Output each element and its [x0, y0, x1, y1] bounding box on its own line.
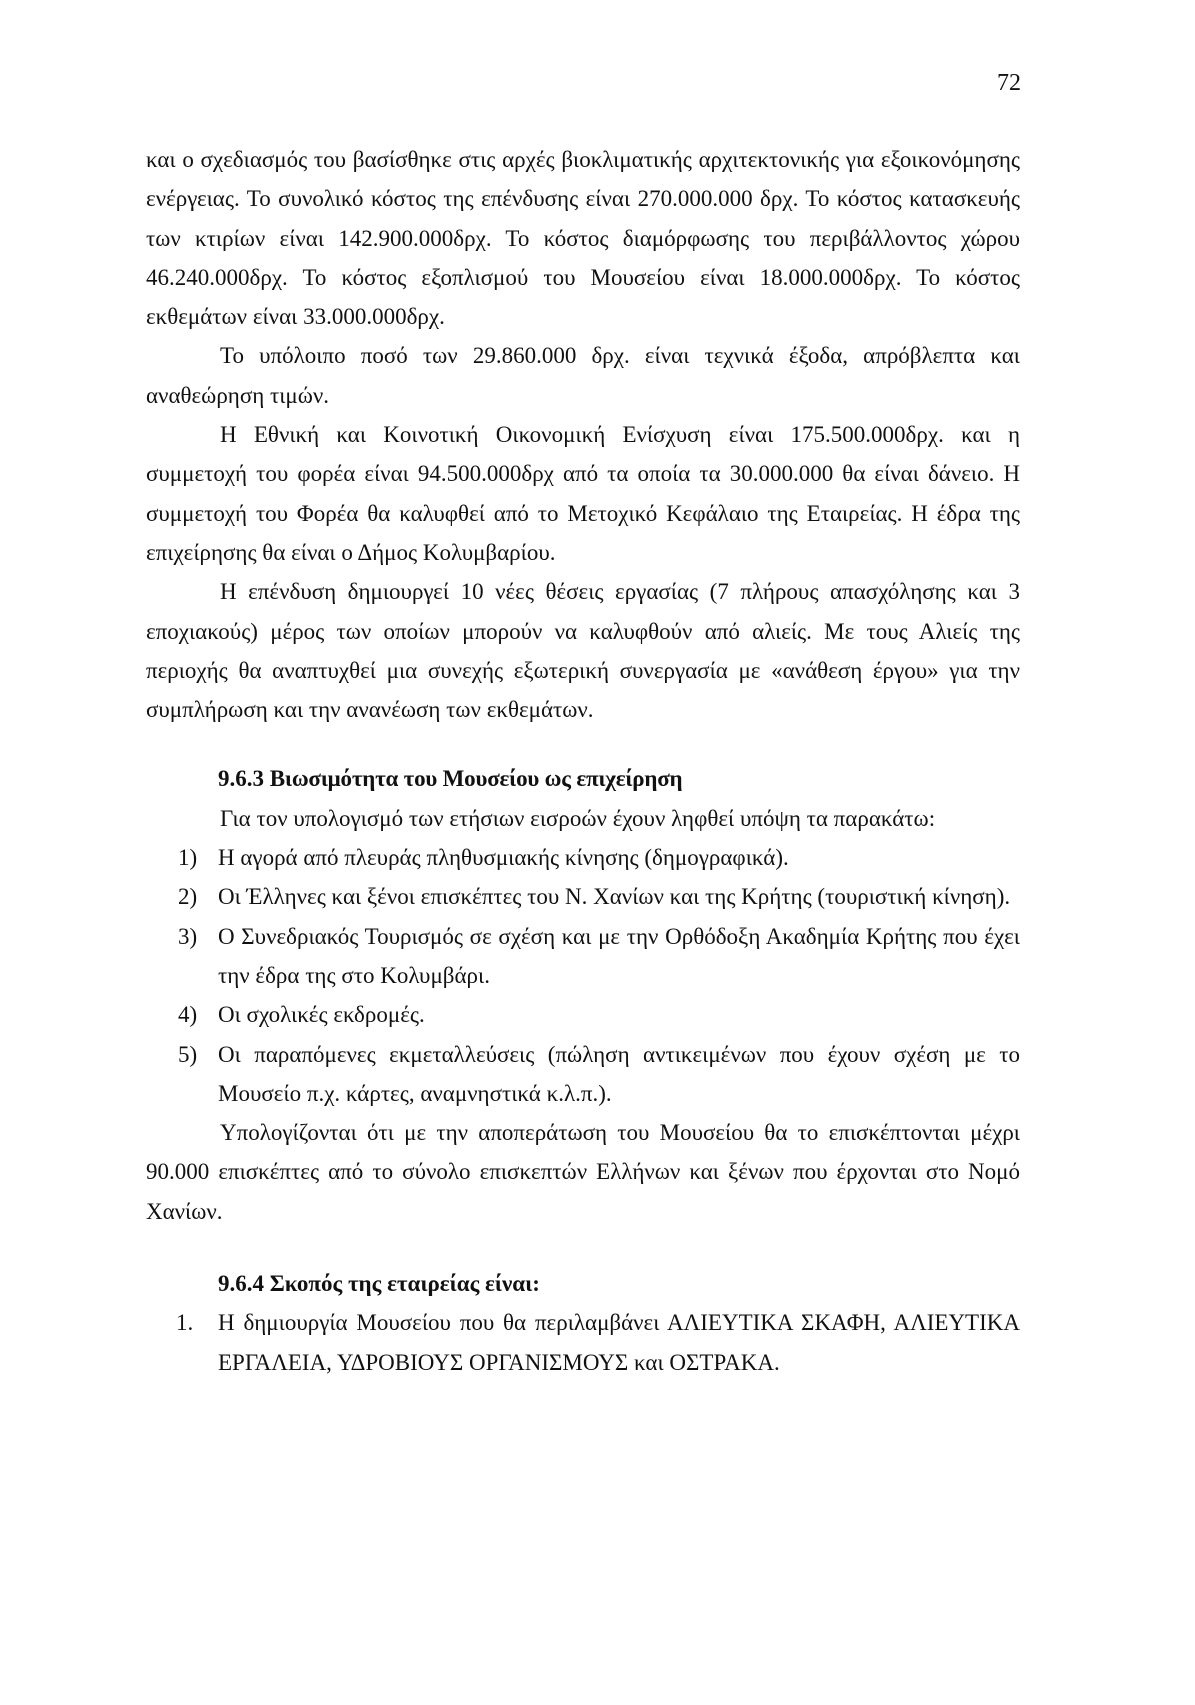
page-number: 72: [997, 70, 1021, 96]
list-item-text: Η αγορά από πλευράς πληθυσμιακής κίνησης (δημογραφικά).: [218, 845, 789, 871]
list-item-number: 1.: [176, 1310, 194, 1336]
section-heading-viability: [146, 759, 1020, 798]
paragraph-investment-costs: και ο σχεδιασμός του βασίσθηκε στις αρχές βιοκλιματικής αρχιτεκτονικής για εξοικονόμησης ενέργειας. Το συνολικό κόστος της επένδυσης είναι 270.000.000 δρχ. Το κόστος κατασκευής των κτιρίων είναι 142.900.000δρχ. Το κόστος διαμόρφωσης του περιβάλλοντος χώρου 46.240.000δρχ. Το κόστος εξοπλισμού του Μουσείου είναι 18.000.000δρχ. Το κόστος εκθεμάτων είναι 33.000.000δρχ.: [146, 147, 1020, 330]
list-item: [146, 917, 1020, 996]
list-item-number: 5): [178, 1041, 198, 1067]
list-item: [146, 995, 1020, 1034]
section-title: Βιωσιμότητα του Μουσείου ως επιχείρηση: [269, 766, 683, 792]
section-heading-company-purpose: [146, 1264, 1020, 1303]
list-item: [146, 1303, 1020, 1382]
company-purpose-list: [146, 1303, 1020, 1382]
section-title: Σκοπός της εταιρείας είναι:: [269, 1271, 540, 1297]
section-number: 9.6.3: [218, 766, 264, 792]
list-item-number: 4): [178, 1002, 198, 1028]
document-body: [146, 140, 1020, 1382]
list-item-text: Η δημιουργία Μουσείου που θα περιλαμβάνει ΑΛΙΕΥΤΙΚΑ ΣΚΑΦΗ, ΑΛΙΕΥΤΙΚΑ ΕΡΓΑΛΕΙΑ, ΥΔΡΟΒΙΟΥΣ ΟΡΓΑΝΙΣΜΟΥΣ και ΟΣΤΡΑΚΑ.: [218, 1310, 1020, 1375]
paragraph-remaining-amount: Το υπόλοιπο ποσό των 29.860.000 δρχ. είναι τεχνικά έξοδα, απρόβλεπτα και αναθεώρηση τιμών.: [146, 343, 1020, 408]
list-item-text: Οι παραπόμενες εκμεταλλεύσεις (πώληση αντικειμένων που έχουν σχέση με το Μουσείο π.χ. κάρτες, αναμνηστικά κ.λ.π.).: [218, 1041, 1020, 1106]
paragraph-funding: Η Εθνική και Κοινοτική Οικονομική Ενίσχυση είναι 175.500.000δρχ. και η συμμετοχή του φορέα είναι 94.500.000δρχ από τα οποία τα 30.000.000 θα είναι δάνειο. Η συμμετοχή του Φορέα θα καλυφθεί από το Μετοχικό Κεφάλαιο της Εταιρείας. Η έδρα της επιχείρησης θα είναι ο Δήμος Κολυμβαρίου.: [146, 422, 1020, 565]
list-item-text: Οι σχολικές εκδρομές.: [218, 1002, 425, 1028]
list-item: [146, 1035, 1020, 1114]
list-item-number: 2): [178, 884, 198, 910]
list-item-text: Οι Έλληνες και ξένοι επισκέπτες του Ν. Χανίων και της Κρήτης (τουριστική κίνηση).: [218, 884, 1011, 910]
section-number: 9.6.4: [218, 1271, 264, 1297]
list-item: [146, 838, 1020, 877]
section-intro: Για τον υπολογισμό των ετήσιων εισροών έχουν ληφθεί υπόψη τα παρακάτω:: [220, 805, 936, 831]
list-item: [146, 877, 1020, 916]
paragraph-jobs: Η επένδυση δημιουργεί 10 νέες θέσεις εργασίας (7 πλήρους απασχόλησης και 3 εποχιακούς) μέρος των οποίων μπορούν να καλυφθούν από αλιείς. Με τους Αλιείς της περιοχής θα αναπτυχθεί μια συνεχής εξωτερική συνεργασία με «ανάθεση έργου» για την συμπλήρωση και την ανανέωση των εκθεμάτων.: [146, 579, 1020, 723]
list-item-text: Ο Συνεδριακός Τουρισμός σε σχέση και με την Ορθόδοξη Ακαδημία Κρήτης που έχει την έδρα της στο Κολυμβάρι.: [218, 923, 1020, 988]
inflow-factors-list: [146, 838, 1020, 1113]
list-item-number: 3): [178, 923, 198, 949]
paragraph-visitors-estimate: Υπολογίζονται ότι με την αποπεράτωση του Μουσείου θα το επισκέπτονται μέχρι 90.000 επισκέπτες από το σύνολο επισκεπτών Ελλήνων και ξένων που έρχονται στο Νομό Χανίων.: [146, 1120, 1020, 1224]
list-item-number: 1): [178, 845, 198, 871]
